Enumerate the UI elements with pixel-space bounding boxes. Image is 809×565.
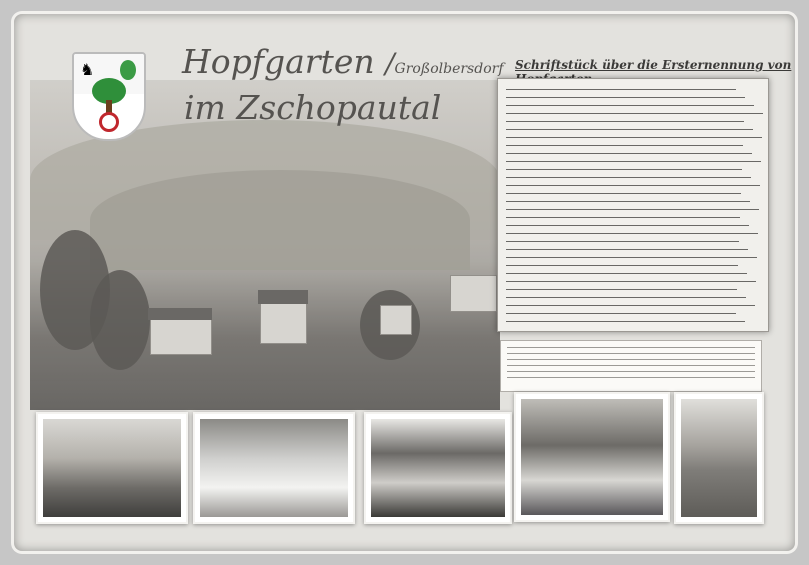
handwriting-line — [506, 297, 746, 298]
handwriting-line — [506, 201, 750, 202]
photo-icon — [681, 399, 757, 517]
title-subtitle: Großolbersdorf — [394, 61, 504, 77]
handwriting-line — [506, 217, 740, 218]
handwriting-line — [506, 129, 753, 130]
photo-icon — [200, 419, 348, 517]
handwriting-line — [506, 289, 737, 290]
handwriting-line — [506, 313, 736, 314]
handwriting-line — [506, 145, 743, 146]
photo-winter-road — [193, 412, 355, 524]
handwriting-line — [506, 257, 757, 258]
photo-icon — [371, 419, 505, 517]
handwriting-line — [506, 105, 754, 106]
photo-icon — [521, 399, 663, 515]
handwriting-line — [506, 209, 759, 210]
photo-monument-field — [674, 392, 764, 524]
handwriting-line — [506, 89, 736, 90]
handwriting-line — [506, 177, 751, 178]
handwriting-line — [506, 265, 738, 266]
roof-shape — [258, 290, 308, 304]
wheel-icon — [99, 112, 119, 132]
handwriting-line — [506, 281, 756, 282]
handwriting-line — [506, 193, 741, 194]
handwriting-line — [506, 97, 745, 98]
title-line2: im Zschopautal — [184, 88, 442, 127]
hill-shape — [90, 170, 470, 270]
photo-icon — [43, 419, 181, 517]
title-line1: Hopfgarten /Großolbersdorf — [182, 42, 504, 81]
house-shape — [260, 302, 307, 344]
handwriting-line — [506, 249, 748, 250]
handwriting-line — [506, 137, 762, 138]
tree-shape — [90, 270, 150, 370]
photo-village-panorama — [36, 412, 188, 524]
handwriting-line — [506, 321, 745, 322]
handwriting-line — [506, 185, 760, 186]
handwriting-line — [506, 273, 747, 274]
handwriting-line — [506, 233, 758, 234]
grape-icon — [120, 60, 136, 80]
horse-icon: ♞ — [80, 60, 95, 79]
document-heading: Schriftstück über die Ersternennung von — [515, 58, 792, 72]
handwriting-line — [506, 225, 749, 226]
handwriting-line — [506, 241, 739, 242]
handwriting-line — [506, 113, 763, 114]
house-shape — [150, 318, 212, 355]
handwriting-line — [506, 305, 755, 306]
handwriting-line — [506, 161, 761, 162]
handwriting-line — [506, 169, 742, 170]
photo-bridge-procession — [514, 392, 670, 522]
house-shape — [380, 305, 412, 335]
document-caption — [500, 340, 762, 392]
roof-shape — [148, 308, 212, 320]
handwriting-line — [506, 121, 744, 122]
house-shape — [450, 275, 497, 312]
coat-of-arms-icon — [72, 52, 146, 141]
historic-document — [497, 78, 769, 332]
photo-house-in-snow — [364, 412, 512, 524]
handwriting-line — [506, 153, 752, 154]
